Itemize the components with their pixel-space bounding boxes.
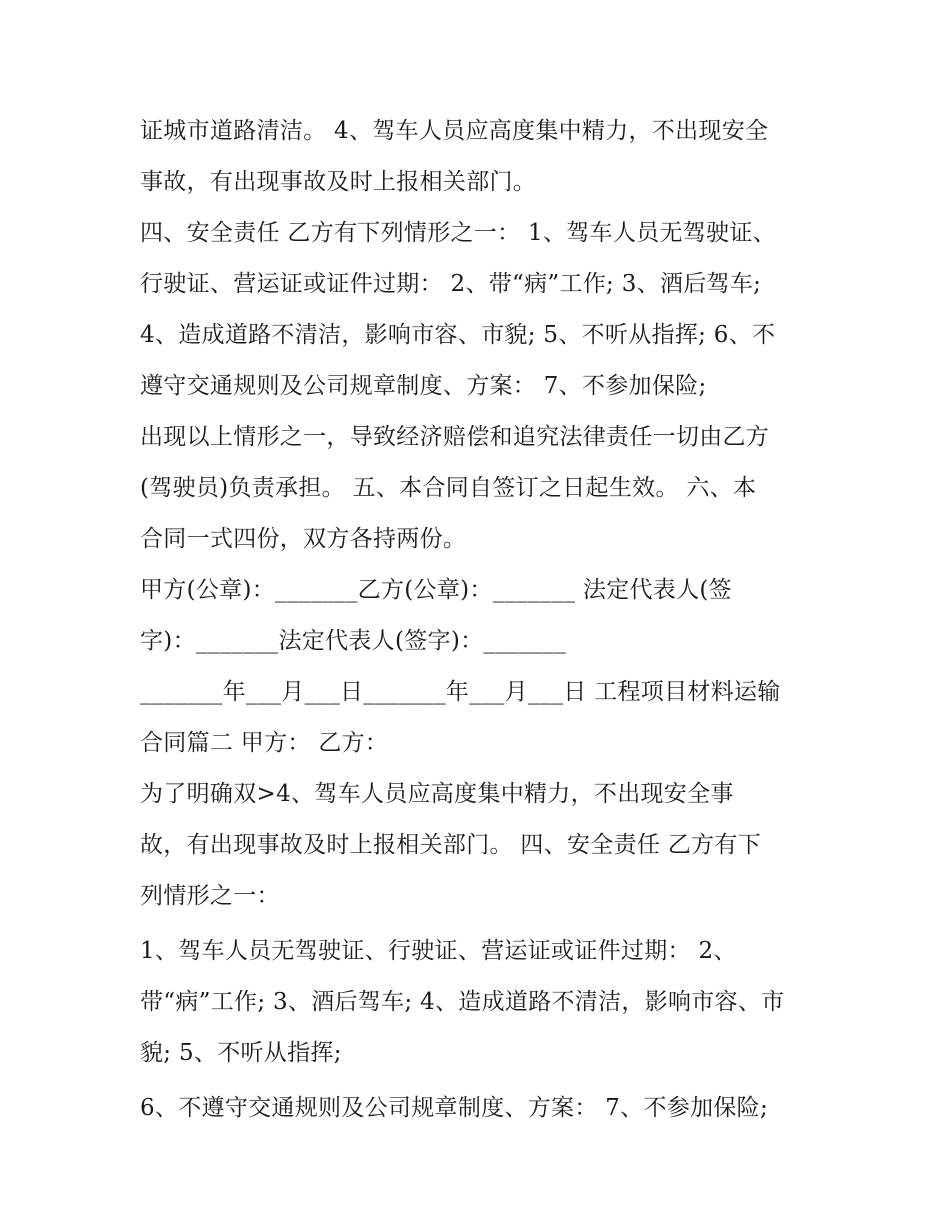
text-line: (驾驶员)负责承担。 五、本合同自签订之日起生效。 六、本 [140, 475, 757, 501]
text-line: 1、驾车人员无驾驶证、行驶证、营运证或证件过期： 2、 [140, 938, 737, 964]
text-line: 带“病”工作; 3、酒后驾车; 4、造成道路不清洁，影响市容、市 [140, 989, 785, 1015]
section-heading-line: 合同篇二 甲方： 乙方： [140, 730, 389, 756]
text-line: 行驶证、营运证或证件过期： 2、带“病”工作; 3、酒后驾车; [140, 271, 762, 297]
text-line: 貌; 5、不听从指挥; [140, 1040, 342, 1066]
text-line: 列情形之一： [140, 883, 280, 909]
text-line: 四、安全责任 乙方有下列情形之一： 1、驾车人员无驾驶证、 [140, 220, 776, 246]
text-line: 4、造成道路不清洁，影响市容、市貌; 5、不听从指挥; 6、不 [140, 322, 776, 348]
text-line: 出现以上情形之一，导致经济赔偿和追究法律责任一切由乙方 [140, 424, 770, 450]
date-line: _______年___月___日_______年___月___日 工程项目材料运输 [140, 679, 781, 705]
text-line: 故，有出现事故及时上报相关部门。 四、安全责任 乙方有下 [140, 832, 762, 858]
text-line: 合同一式四份，双方各持两份。 [140, 526, 467, 552]
document-body [140, 106, 820, 1134]
text-line: 事故，有出现事故及时上报相关部门。 [140, 169, 537, 195]
signature-line: 字)：_______法定代表人(签字)：_______ [140, 628, 567, 654]
signature-line: 甲方(公章)：_______乙方(公章)：_______ 法定代表人(签 [140, 577, 732, 603]
text-line: 证城市道路清洁。 4、驾车人员应高度集中精力，不出现安全 [140, 118, 769, 144]
text-line: 为了明确双>4、驾车人员应高度集中精力，不出现安全事 [140, 781, 734, 807]
text-line: 6、不遵守交通规则及公司规章制度、方案： 7、不参加保险; [140, 1095, 769, 1121]
text-line: 遵守交通规则及公司规章制度、方案： 7、不参加保险; [140, 373, 707, 399]
